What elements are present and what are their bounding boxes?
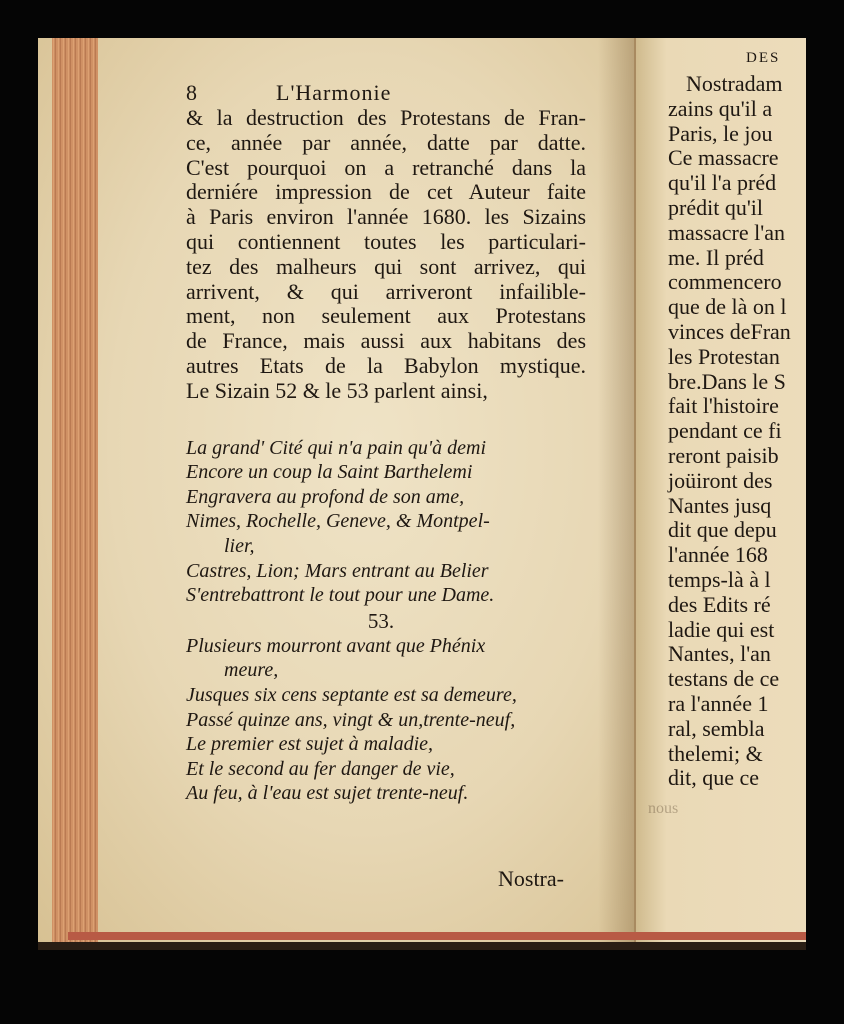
right-line: l'année 168 — [668, 542, 768, 568]
right-line: commencero — [668, 269, 782, 295]
right-line: Nantes jusq — [668, 492, 772, 518]
prose-line: & la destruction des Protestans de Fran- — [186, 105, 586, 130]
prose-paragraph — [186, 106, 586, 404]
prose-line: autres Etats de la Babylon mystique. — [186, 352, 586, 378]
prose-line: arrivent, & qui arriveront infailible- — [186, 278, 586, 304]
verse-line: Au feu, à l'eau est sujet trente-neuf. — [186, 782, 469, 805]
prose-line: tez des malheurs qui sont arrivez, qui — [186, 253, 586, 279]
right-line: ral, sembla — [668, 715, 765, 741]
prose-line: derniére impression de cet Auteur faite — [186, 179, 586, 205]
right-line: prédit qu'il — [668, 194, 764, 220]
right-line: Nantes, l'an — [668, 641, 771, 667]
page-bottom-edge — [68, 932, 806, 940]
verse-line: Le premier est sujet à maladie, — [186, 733, 434, 756]
open-book — [38, 38, 806, 950]
running-head: L'Harmonie — [276, 80, 392, 105]
catchword: Nostra- — [498, 866, 564, 891]
right-line: Nostradam — [686, 71, 783, 96]
page-edges — [52, 38, 98, 942]
verse-line: meure, — [224, 659, 279, 682]
gutter-shadow — [598, 38, 634, 942]
right-line: joüiront des — [668, 467, 773, 493]
right-line: des Edits ré — [668, 591, 771, 617]
right-line: Paris, le jou — [668, 120, 773, 146]
right-line: testans de ce — [668, 666, 780, 692]
left-text-block — [186, 80, 586, 806]
prose-line: C'est pourquoi on a retranché dans la — [186, 154, 586, 180]
right-line: dit que depu — [668, 517, 777, 543]
right-line: qu'il l'a préd — [668, 170, 777, 196]
right-line: massacre l'an — [668, 219, 785, 245]
verse-line: S'entrebattront le tout pour une Dame. — [186, 584, 495, 607]
page-number: 8 — [186, 80, 197, 105]
stanza-number: 53. — [367, 608, 395, 633]
verse-line: Et le second au fer danger de vie, — [186, 757, 455, 780]
verse-line: La grand' Cité qui n'a pain qu'à demi — [186, 436, 487, 459]
verse-line: Nimes, Rochelle, Geneve, & Montpel- — [186, 510, 490, 533]
spacer — [186, 404, 586, 436]
verse-line: Encore un coup la Saint Barthelemi — [186, 461, 473, 484]
prose-line: ment, non seulement aux Protestans — [186, 303, 586, 329]
verse-line: Jusques six cens septante est sa demeure, — [186, 683, 517, 706]
prose-line: ce, année par année, datte par datte. — [186, 129, 586, 155]
verse-line: Passé quinze ans, vingt & un,trente-neuf, — [186, 708, 516, 731]
verse-line: lier, — [224, 534, 255, 557]
right-line: vinces deFran — [668, 318, 791, 344]
prose-line: qui contiennent toutes les particulari- — [186, 228, 586, 254]
right-running-head: DES — [746, 50, 781, 66]
right-line: thelemi; & — [668, 740, 763, 766]
right-line: zains qu'il a — [668, 95, 773, 121]
prose-line: de France, mais aussi aux habitans des — [186, 328, 586, 354]
right-line: me. Il préd — [668, 244, 764, 270]
right-line: pendant ce fi — [668, 418, 782, 444]
prose-line: à Paris environ l'année 1680. les Sizains — [186, 204, 586, 230]
right-line: temps-là à l — [668, 566, 771, 592]
right-line: ra l'année 1 — [668, 690, 769, 716]
right-line: reront paisib — [668, 442, 779, 468]
verse-line: Castres, Lion; Mars entrant au Belier — [186, 559, 489, 582]
sizain-52 — [186, 436, 586, 608]
right-line: que de là on l — [668, 294, 787, 320]
right-line: fait l'histoire — [668, 393, 779, 419]
right-line: bre.Dans le S — [668, 368, 786, 394]
right-line: les Protestan — [668, 343, 780, 369]
bleed-through-text: nous — [648, 800, 679, 817]
prose-line: Le Sizain 52 & le 53 parlent ainsi, — [186, 377, 488, 403]
right-line: dit, que ce — [668, 765, 760, 791]
verse-line: Plusieurs mourront avant que Phénix — [186, 634, 486, 657]
sizain-53 — [186, 634, 586, 806]
right-line: ladie qui est — [668, 616, 775, 642]
right-line: Ce massacre — [668, 145, 779, 171]
left-page — [38, 38, 636, 942]
page-header — [186, 80, 586, 106]
right-text-block — [668, 50, 806, 791]
verse-line: Engravera au profond de son ame, — [186, 485, 465, 508]
